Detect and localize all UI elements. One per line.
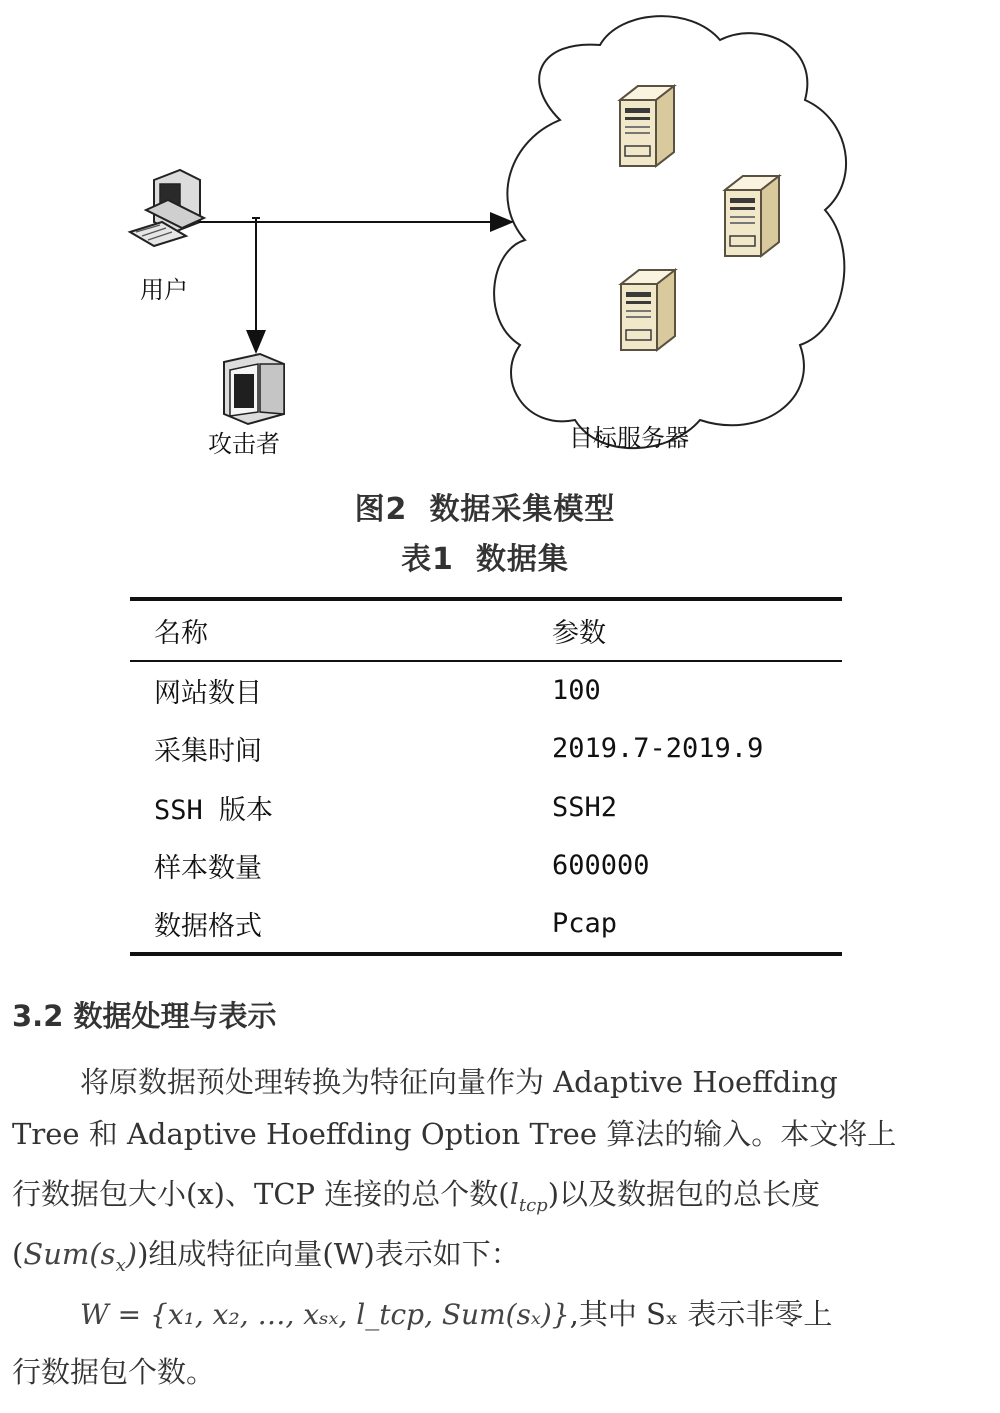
feature-vector-formula: W = {x₁, x₂, …, xₛₓ, l_tcp, Sum(sₓ)} — [80, 1298, 570, 1331]
data-collection-diagram — [0, 0, 1000, 470]
table-cell: 采集时间 — [154, 736, 262, 768]
table-row — [130, 661, 842, 720]
server-icon — [621, 270, 675, 350]
text-run: )以及数据包的总长度 — [547, 1177, 821, 1211]
table-cell: 数据格式 — [154, 910, 262, 942]
target-server-label: 目标服务器 — [569, 424, 689, 452]
table-cell: 2019.7-2019.9 — [552, 733, 764, 765]
text-run: ,其中 Sₓ 表示非零上 — [569, 1297, 833, 1331]
table-cell: Pcap — [552, 907, 618, 939]
table-header-row — [130, 599, 842, 661]
text-run: 行数据包大小(x)、TCP 连接的总个数( — [12, 1177, 510, 1211]
table-title: 数据集 — [475, 542, 569, 577]
table-row — [130, 895, 842, 954]
math-l-tcp: $l_{tcp}$ — [509, 1177, 548, 1216]
attacker-computer-icon — [224, 354, 284, 424]
server-icon — [620, 86, 674, 166]
paragraph-line — [12, 1172, 956, 1216]
paragraph-line: Tree 和 Adaptive Hoeffding Option Tree 算法的输入。本文将上 — [12, 1117, 897, 1151]
math-sum-sx: $Sum(s_x)$ — [23, 1237, 138, 1276]
table-cell: 样本数量 — [154, 853, 262, 885]
text-run: )组成特征向量(W)表示如下： — [137, 1237, 520, 1271]
server-icon — [725, 176, 779, 256]
user-label: 用户 — [140, 276, 188, 304]
table-row — [130, 720, 842, 779]
table-cell: SSH 版本 — [154, 794, 274, 826]
table-number: 表1 — [401, 542, 454, 577]
attacker-label: 攻击者 — [208, 430, 280, 458]
table-row — [130, 837, 842, 896]
table-header-cell: 参数 — [552, 618, 606, 649]
table-cell: 600000 — [552, 850, 650, 882]
figure-caption — [0, 484, 970, 528]
table-cell: 网站数目 — [154, 678, 262, 710]
user-computer-icon — [130, 170, 204, 246]
table-row — [130, 778, 842, 837]
section-heading: 3.2 数据处理与表示 — [12, 999, 277, 1033]
dataset-table — [130, 597, 842, 956]
figure-number: 图2 — [354, 492, 408, 527]
table-cell: 100 — [552, 675, 601, 707]
paragraph-line — [80, 1292, 956, 1333]
figure-title: 数据采集模型 — [429, 492, 616, 527]
table-cell: SSH2 — [552, 791, 618, 823]
table-header-cell: 名称 — [154, 618, 208, 649]
table-caption — [0, 534, 970, 578]
text-run: ( — [12, 1237, 24, 1271]
paragraph-line: 行数据包个数。 — [12, 1355, 216, 1389]
paragraph-line: 将原数据预处理转换为特征向量作为 Adaptive Hoeffding — [80, 1065, 838, 1099]
paragraph-line — [12, 1232, 956, 1276]
cloud-shape — [494, 16, 846, 448]
